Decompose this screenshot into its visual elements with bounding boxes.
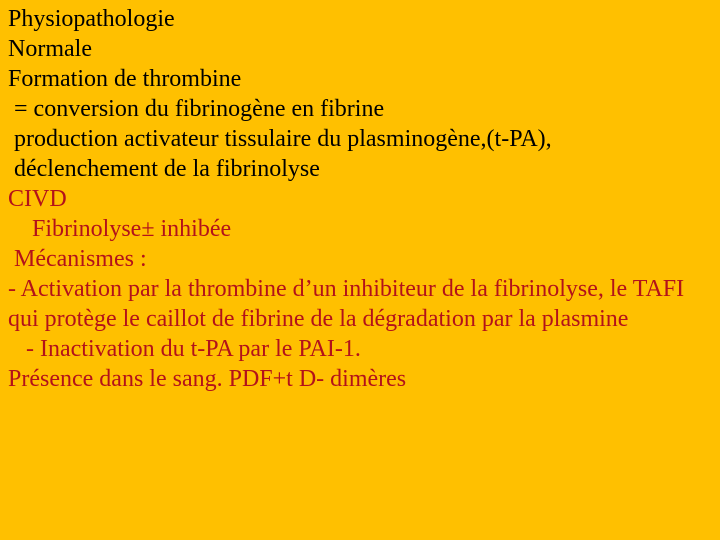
text-presence-sang: Présence dans le sang. PDF+t D- dimères xyxy=(8,366,407,392)
subheading-civd: CIVD xyxy=(8,186,67,212)
text-fibrinolyse-inhibee: Fibrinolyse± inhibée xyxy=(8,216,232,242)
text-conversion-fibrinogene: = conversion du fibrinogène en fibrine xyxy=(8,96,385,122)
subheading-normale: Normale xyxy=(8,36,92,62)
text-formation-thrombine: Formation de thrombine xyxy=(8,66,242,92)
text-activation-tafi: - Activation par la thrombine d’un inhibiteur de la fibrinolyse, le TAFI qui protège le caillot de fibrine de la dégradation par la plasmine xyxy=(8,276,685,332)
heading-physiopathologie: Physiopathologie xyxy=(8,6,175,32)
text-declenchement-fibrinolyse: déclenchement de la fibrinolyse xyxy=(8,156,320,182)
text-inactivation-tpa: - Inactivation du t-PA par le PAI-1. xyxy=(8,336,361,362)
text-mecanismes: Mécanismes : xyxy=(8,246,147,272)
text-production-tpa: production activateur tissulaire du plasminogène,(t-PA), xyxy=(8,126,552,152)
